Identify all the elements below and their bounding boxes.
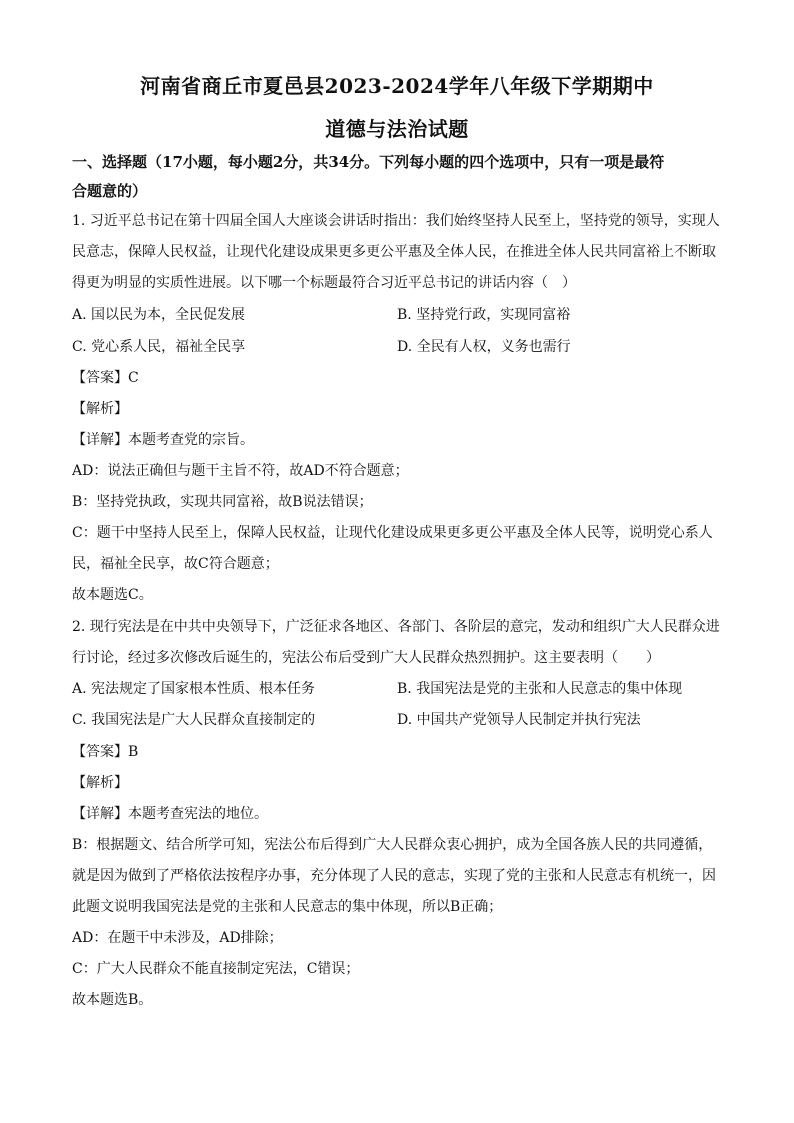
q1-stem-line1: 1. 习近平总书记在第十四届全国人大座谈会讲话时指出：我们始终坚持人民至上，坚持党的领导，实现人 <box>72 213 720 229</box>
document-title-line1: 河南省商丘市夏邑县2023-2024学年八年级下学期期中 <box>140 74 654 98</box>
q2-explanation-ad: AD：在题干中未涉及，AD排除； <box>72 930 283 946</box>
q2-analysis-label: 【解析】 <box>72 775 128 791</box>
q2-option-a: A. 宪法规定了国家根本性质、根本任务 <box>72 681 316 697</box>
q2-explanation-b-line3: 此题文说明我国宪法是党的主张和人民意志的集中体现，所以B正确； <box>72 899 503 915</box>
q2-stem-line1: 2. 现行宪法是在中共中央领导下，广泛征求各地区、各部门、各阶层的意完，发动和组织广大人民群众进 <box>72 619 720 635</box>
q1-option-a: A. 国以民为本，全民促发展 <box>72 307 246 323</box>
q2-stem-line2: 行讨论，经过多次修改后诞生的，宪法公布后受到广大人民群众热烈拥护。这主要表明（ ） <box>72 650 660 666</box>
q2-option-b: B. 我国宪法是党的主张和人民意志的集中体现 <box>397 681 683 697</box>
q2-answer: 【答案】B <box>72 744 139 760</box>
q2-explanation-c: C：广大人民群众不能直接制定宪法，C错误； <box>72 961 360 977</box>
q2-detail: 【详解】本题考查宪法的地位。 <box>72 806 268 822</box>
q2-conclusion: 故本题选B。 <box>72 992 153 1008</box>
q1-explanation-ad: AD：说法正确但与题干主旨不符，故AD不符合题意； <box>72 463 409 479</box>
q1-option-b: B. 坚持党行政，实现同富裕 <box>397 307 571 323</box>
q1-option-c: C. 党心系人民，福祉全民享 <box>72 339 246 355</box>
section-instruction-line2: 合题意的） <box>72 182 148 200</box>
q1-detail: 【详解】本题考查党的宗旨。 <box>72 432 254 448</box>
q1-stem-line2: 民意志，保障人民权益，让现代化建设成果更多更公平惠及全体人民，在推进全体人民共同富裕上不断取 <box>72 244 716 260</box>
q2-option-c: C. 我国宪法是广大人民群众直接制定的 <box>72 712 316 728</box>
document-title-line2: 道德与法治试题 <box>325 117 469 141</box>
q2-explanation-b-line2: 就是因为做到了严格依法按程序办事，充分体现了人民的意志，实现了党的主张和人民意志有机统一，因 <box>72 868 716 884</box>
q1-conclusion: 故本题选C。 <box>72 587 153 603</box>
q1-analysis-label: 【解析】 <box>72 401 128 417</box>
q2-explanation-b-line1: B：根据题文、结合所学可知，宪法公布后得到广大人民群众衷心拥护，成为全国各族人民的共同遵循， <box>72 837 713 853</box>
q1-explanation-b: B：坚持党执政，实现共同富裕，故B说法错误； <box>72 494 373 510</box>
q1-answer: 【答案】C <box>72 370 139 386</box>
section-instruction-line1: 一、选择题（17小题，每小题2分，共34分。下列每小题的四个选项中，只有一项是最符 <box>72 153 665 171</box>
q1-stem-line3: 得更为明显的实质性进展。以下哪一个标题最符合习近平总书记的讲话内容（ ） <box>72 275 576 291</box>
q1-explanation-c-line2: 民，福祉全民享，故C符合题意； <box>72 556 279 572</box>
q1-option-d: D. 全民有人权，义务也需行 <box>397 339 571 355</box>
q2-option-d: D. 中国共产党领导人民制定并执行宪法 <box>397 712 641 728</box>
q1-explanation-c-line1: C：题干中坚持人民至上，保障人民权益，让现代化建设成果更多更公平惠及全体人民等，说明党心系人 <box>72 525 713 541</box>
